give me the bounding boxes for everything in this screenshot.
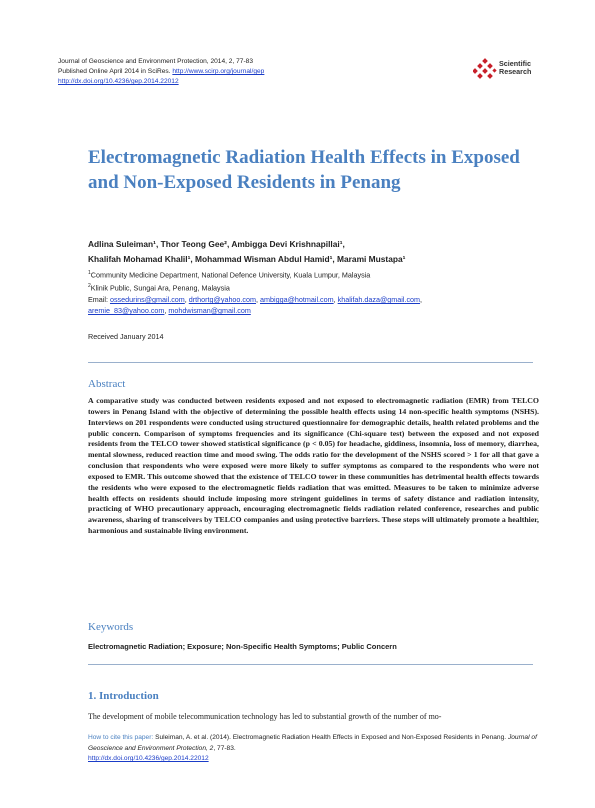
citation-authors: Suleiman, A. et al. (2014). Electromagnetic Radiation Health Effects in Exposed and Non-Exposed Residents in Penang.: [155, 734, 508, 741]
abstract-heading: Abstract: [88, 378, 126, 390]
citation-doi-link[interactable]: http://dx.doi.org/10.4236/gep.2014.22012: [88, 755, 209, 762]
published-line: [58, 67, 264, 77]
keywords-text: Electromagnetic Radiation; Exposure; Non-Specific Health Symptoms; Public Concern: [88, 642, 397, 651]
paper-title: Electromagnetic Radiation Health Effects in Exposed and Non-Exposed Residents in Penang: [88, 147, 520, 193]
citation-pages: , 77-83.: [213, 744, 236, 752]
email-link[interactable]: drthortg@yahoo.com: [188, 295, 257, 304]
email-link[interactable]: ossedurins@gmail.com: [109, 295, 185, 304]
keywords-heading: Keywords: [88, 621, 134, 633]
divider: [88, 664, 533, 665]
divider: [88, 362, 533, 363]
logo-line-1: Scientific: [499, 59, 531, 68]
affiliation-2: $^2$Klinik Public, Sungai Ara, Penang, Malaysia: [88, 283, 230, 293]
journal-header: [58, 57, 264, 87]
email-label: Email:: [88, 295, 110, 304]
logo-text: [499, 60, 531, 76]
email-link[interactable]: aremie_83@yahoo.com: [88, 306, 165, 315]
citation-label: How to cite this paper:: [88, 734, 156, 741]
email-link[interactable]: mohdwisman@gmail.com: [168, 306, 251, 315]
email-link[interactable]: khalifah.daza@gmail.com: [337, 295, 421, 304]
citation-block: [88, 733, 539, 765]
journal-url-link[interactable]: http://www.scirp.org/journal/gep: [172, 68, 265, 75]
email-list: Email: ossedurins@gmail.com, drthortg@yahoo.com, ambigga@hotmail.com, khalifah.daza@gmail.com, aremie_83@yahoo.com, mohdwisman@gmail.com: [88, 295, 423, 315]
received-date: Received January 2014: [88, 332, 164, 341]
introduction-text: The development of mobile telecommunication technology has led to substantial growth of the number of mo-: [88, 712, 442, 721]
abstract-text: A comparative study was conducted between residents exposed and not exposed to electromagnetic radiation (EMR) from TELCO towers in Penang Island with the objective of determining the possible health effects using 14 non-specific health symptoms (NSHS). Interviews on 201 respondents were conducted using structured questionnaire for demographic details, health related problems and the public concern. Comparison of symptoms frequencies and its significance (Chi-square test) between the exposed and not exposed residents from the TELCO tower showed statistical significance (p < 0.05) for headache, giddiness, insomnia, loss of memory, diarrhea, mental slowness, reduced reaction time and mood swing. The odds ratio for the development of the NSHS scored > 1 for all that gave a conclusion that respondents who were exposed were more likely to suffer symptoms as compared to the respondents who were not exposed to EMR. This outcome showed that the existence of TELCO tower in these communities has detrimental health effects towards the residents who were exposed to the electromagnetic fields radiation that was emitted. Measures to be taken to minimize adverse health effects on residents should include imposing more stringent guidelines in terms of safety distance and radiation intensity, practicing of WHO precautionary approach, encouraging electromagnetic fields radiation related conference, researches and public awareness, sharing of transceivers by TELCO companies and using protective barriers. These steps will ultimately promote a healthier, harmonious and sustainable living environment.: [88, 396, 539, 536]
journal-citation-line: Journal of Geoscience and Environment Protection, 2014, 2, 77-83: [58, 58, 254, 65]
author-line-1: Adlina Suleiman¹, Thor Teong Gee², Ambigga Devi Krishnapillai¹,: [88, 239, 345, 249]
email-link[interactable]: ambigga@hotmail.com: [260, 295, 334, 304]
doi-link[interactable]: http://dx.doi.org/10.4236/gep.2014.22012: [58, 78, 179, 85]
logo-line-2: Research: [499, 67, 532, 76]
affiliation-1: $^1$Community Medicine Department, National Defence University, Kuala Lumpur, Malaysia: [88, 270, 371, 280]
introduction-heading: 1. Introduction: [88, 690, 159, 702]
author-list: [88, 237, 528, 266]
citation-journal: Journal of Geoscience and Environment Protection, 2: [88, 734, 537, 752]
author-line-2: Khalifah Mohamad Khalil¹, Mohammad Wisman Abdul Hamid¹, Marami Mustapa¹: [88, 253, 406, 264]
published-text: Published Online April 2014 in SciRes.: [58, 68, 173, 75]
